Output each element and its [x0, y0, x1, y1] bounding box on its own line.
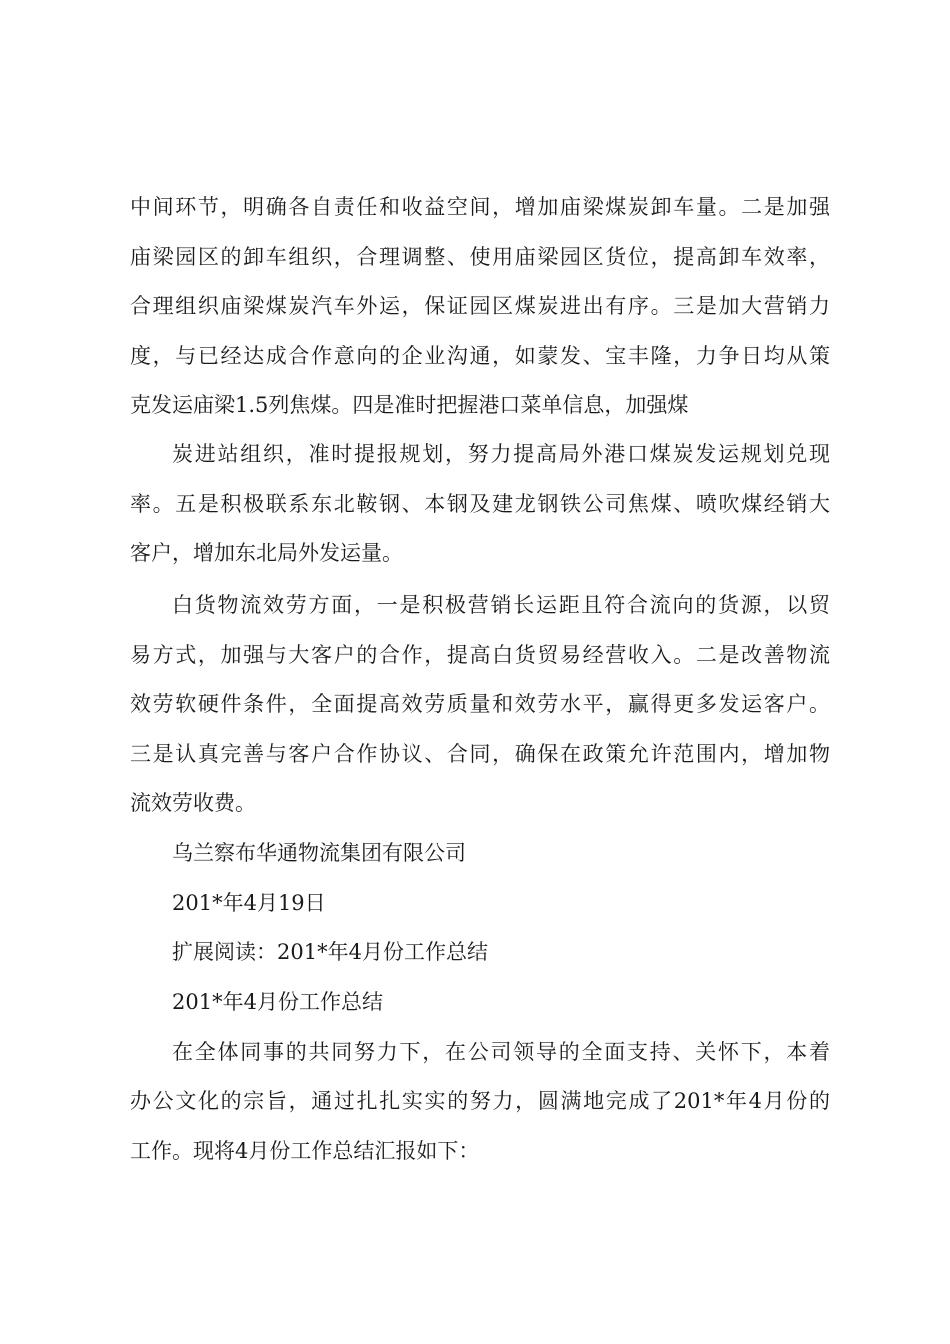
paragraph-2-line-2: 率。五是积极联系东北鞍钢、本钢及建龙钢铁公司焦煤、喷吹煤经销大: [130, 492, 830, 516]
paragraph-3-line-1: 白货物流效劳方面，一是积极营销长运距且符合流向的货源，以贸: [172, 593, 830, 617]
paragraph-2-line-3: 客户，增加东北局外发运量。: [130, 541, 403, 565]
summary-title: 201*年4月份工作总结: [172, 990, 383, 1014]
company-name: 乌兰察布华通物流集团有限公司: [172, 841, 466, 865]
paragraph-4-line-2: 办公文化的宗旨，通过扎扎实实的努力，圆满地完成了201*年4月份的: [130, 1089, 830, 1113]
paragraph-3-line-3: 效劳软硬件条件，全面提高效劳质量和效劳水平，赢得更多发运客户。: [130, 692, 830, 716]
paragraph-1-line-4: 度，与已经达成合作意向的企业沟通，如蒙发、宝丰隆，力争日均从策: [130, 344, 830, 368]
paragraph-2-line-1: 炭进站组织，准时提报规划，努力提高局外港口煤炭发运规划兑现: [172, 442, 830, 466]
extended-reading-heading: 扩展阅读：201*年4月份工作总结: [172, 940, 488, 964]
paragraph-1-line-3: 合理组织庙梁煤炭汽车外运，保证园区煤炭进出有序。三是加大营销力: [130, 294, 830, 318]
paragraph-4-line-3: 工作。现将4月份工作总结汇报如下：: [130, 1139, 480, 1163]
paragraph-1-line-1: 中间环节，明确各自责任和收益空间，增加庙梁煤炭卸车量。二是加强: [130, 195, 830, 219]
paragraph-3-line-5: 流效劳收费。: [130, 791, 256, 815]
paragraph-3-line-2: 易方式，加强与大客户的合作，提高白货贸易经营收入。二是改善物流: [130, 643, 830, 667]
signature-date: 201*年4月19日: [172, 891, 326, 915]
paragraph-1-line-5: 克发运庙梁1.5列焦煤。四是准时把握港口菜单信息，加强煤: [130, 393, 689, 417]
paragraph-3-line-4: 三是认真完善与客户合作协议、合同，确保在政策允许范围内，增加物: [130, 742, 830, 766]
paragraph-1-line-2: 庙梁园区的卸车组织，合理调整、使用庙梁园区货位，提高卸车效率，: [130, 245, 830, 269]
paragraph-4-line-1: 在全体同事的共同努力下，在公司领导的全面支持、关怀下，本着: [172, 1040, 830, 1064]
